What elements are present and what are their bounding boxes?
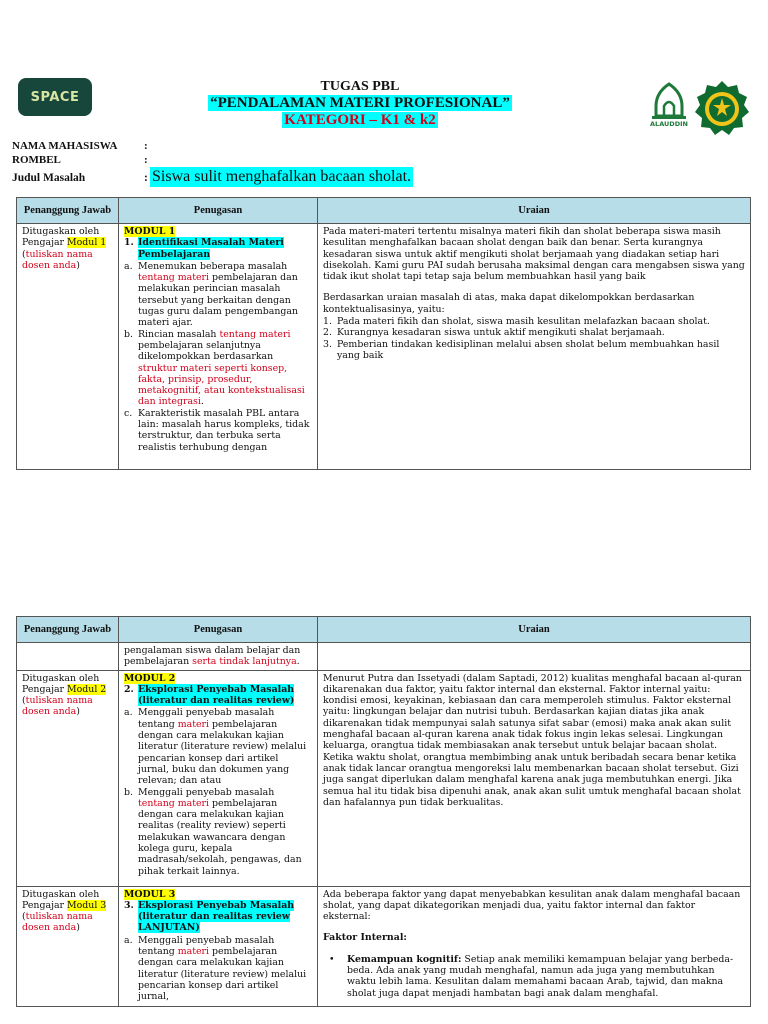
uraian-cell-modul-1	[318, 224, 751, 470]
rombel-colon: :	[144, 154, 148, 166]
nama-mahasiswa-label: NAMA MAHASISWA	[12, 140, 118, 152]
modul-3-title: Eksplorasi Penyebab Masalah (literatur dan realitas review LANJUTAN)	[138, 899, 295, 934]
modul-3-label: MODUL 3	[124, 888, 176, 900]
header-penugasan: Penugasan	[119, 198, 318, 224]
pj-cell-modul-2: Ditugaskan oleh Pengajar Modul 2 (tuliskan nama dosen anda)	[17, 670, 119, 886]
penugasan-cell-continuation: pengalaman siswa dalam belajar dan pembelajaran serta tindak lanjutnya.	[119, 643, 318, 671]
nama-mahasiswa-colon: :	[144, 140, 148, 152]
modul-2-title: Eksplorasi Penyebab Masalah (literatur dan realitas review)	[138, 683, 295, 707]
task-item-a: a. Menggali penyebab masalah tentang materi pembelajaran dengan cara melakukan kajian literatur (literature review) melalui pencarian konsep dari artikel jurnal,	[124, 934, 307, 1003]
judul-masalah-value: Siswa sulit menghafalkan bacaan sholat.	[152, 168, 412, 185]
pbl-table-page-1	[16, 197, 751, 470]
rombel-label: ROMBEL	[12, 154, 61, 166]
modul-1-title: Identifikasi Masalah Materi Pembelajaran	[138, 237, 284, 260]
modul-1-label: MODUL 1	[124, 226, 176, 237]
uraian-list-item: 1. Pada materi fikih dan sholat, siswa masih kesulitan melafazkan bacaan sholat.	[323, 316, 710, 328]
row-modul-2	[17, 670, 751, 886]
row-modul-1	[17, 224, 751, 470]
uraian-paragraph-2: Berdasarkan uraian masalah di atas, maka dapat dikelompokkan berdasarkan kontektualisasinya, yaitu:	[323, 292, 695, 315]
uraian-cell-modul-2	[318, 670, 751, 886]
header-uraian: Uraian	[318, 617, 751, 643]
uraian-list	[323, 316, 745, 361]
uraian-paragraph: Ada beberapa faktor yang dapat menyebabkan kesulitan anak dalam menghafal bacaan sholat, yang dapat dikategorikan menjadi dua, yaitu faktor internal dan faktor eksternal:	[323, 888, 741, 923]
pbl-table-page-2	[16, 616, 751, 1007]
uraian-cell-modul-3	[318, 886, 751, 1006]
task-item-b: b. Menggali penyebab masalah tentang materi pembelajaran dengan cara melakukan kajian realitas (reality review) seperti melakukan wawancara dengan kolega guru, kepala madrasah/sekolah, pengawas, dan pihak terkait lainnya.	[124, 786, 302, 877]
judul-masalah-colon: :	[144, 172, 148, 184]
title-line-3: KATEGORI – K1 & k2	[284, 112, 436, 128]
penugasan-cell-modul-1: MODUL 1 1. Identifikasi Masalah Materi Pembelajaran a. Menemukan beberapa masalah tentang materi pembelajaran dan melakukan perincian masalah tersebut yang berkaitan dengan tugas guru dalam pengembangan materi ajar. b. Rincian masalah tentang materi pembelajaran selanjutnya dikelompokkan berdasarkan struktur materi seperti konsep, fakta, prinsip, prosedur, metakognitif, atau kontekstualisasi dan integrasi. c. Karakteristik masalah PBL antara lain: masalah harus kompleks, tidak terstruktur, dan terbuka serta realistis terhubung dengan	[119, 224, 318, 470]
header-penanggung-jawab: Penanggung Jawab	[17, 617, 119, 643]
pj-note: tuliskan nama dosen anda	[22, 911, 93, 934]
modul-2-label: MODUL 2	[124, 672, 176, 684]
pj-note: tuliskan nama dosen anda	[22, 695, 93, 718]
title-line-2: “PENDALAMAN MATERI PROFESIONAL”	[210, 95, 510, 111]
pj-note: tuliskan nama dosen anda	[22, 248, 93, 271]
pj-modul-1: Modul 1	[67, 237, 107, 249]
row-continuation	[17, 643, 751, 671]
uin-alauddin-logo-text: ALAUDDIN	[650, 120, 688, 128]
header-uraian: Uraian	[318, 198, 751, 224]
penugasan-cell-modul-3: MODUL 3 3. Eksplorasi Penyebab Masalah (literatur dan realitas review LANJUTAN) a. Menggali penyebab masalah tentang materi pembelajaran dengan cara melakukan kajian literatur (literature review) melalui pencarian konsep dari artikel jurnal,	[119, 886, 318, 1006]
faktor-internal-heading: Faktor Internal:	[323, 932, 407, 944]
task-item-b: b. Rincian masalah tentang materi pembelajaran selanjutnya dikelompokkan berdasarkan struktur materi seperti konsep, fakta, prinsip, prosedur, metakognitif, atau kontekstualisasi dan integrasi.	[124, 328, 305, 408]
uraian-paragraph-1: Pada materi-materi tertentu misalnya materi fikih dan sholat beberapa siswa masih kesulitan menghafalkan bacaan sholat dengan baik dan benar. Serta kurangnya kesadaran siswa untuk aktif mengikuti sholat berjamaah yang diadakan setiap hari disekolah. Kami guru PAI sudah berusaha maksimal dengan cara mengabsen siswa yang tidak ikut sholat tapi tetap saja belum membuahkan hasil yang baik	[323, 226, 745, 283]
bullet-item: • Kemampuan kognitif: Setiap anak memiliki kemampuan belajar yang berbeda-beda. Ada anak yang mudah menghafal, namun ada juga yang membutuhkan waktu lebih lama. Kesulitan dalam memahami bacaan Arab, tajwid, dan makna sholat juga dapat menjadi hambatan bagi anak dalam menghafal.	[329, 953, 734, 999]
row-modul-3	[17, 886, 751, 1006]
penugasan-cell-modul-2: MODUL 2 2. Eksplorasi Penyebab Masalah (literatur dan realitas review) a. Menggali penyebab masalah tentang materi pembelajaran dengan cara melakukan kajian literatur (literature review) melalui pencarian konsep dari artikel jurnal, buku dan dokumen yang relevan; dan atau b. Menggali penyebab masalah tentang materi pembelajaran dengan cara melakukan kajian realitas (reality review) seperti melakukan wawancara dengan kolega guru, kepala madrasah/sekolah, pengawas, dan pihak terkait lainnya.	[119, 670, 318, 886]
header-penugasan: Penugasan	[119, 617, 318, 643]
header-penanggung-jawab: Penanggung Jawab	[17, 198, 119, 224]
document-title	[170, 78, 550, 129]
uraian-list-item: 2. Kurangnya kesadaran siswa untuk aktif mengikuti shalat berjamaah.	[323, 327, 665, 339]
pj-modul-2: Modul 2	[67, 683, 107, 695]
space-logo	[18, 78, 92, 116]
uin-alauddin-logo	[646, 80, 692, 134]
pj-cell-modul-1: Ditugaskan oleh Pengajar Modul 1 (tuliskan nama dosen anda)	[17, 224, 119, 470]
uraian-paragraph: Menurut Putra dan Issetyadi (dalam Saptadi, 2012) kualitas menghafal bacaan al-quran dikarenakan dua faktor, yaitu faktor internal dan eksternal. Faktor internal yaitu: kondisi emosi, keyakinan, kebiasaan dan cara memperoleh stimulus. Faktor eksternal yaitu: lingkungan belajar dan nutrisi tubuh. Berdasarkan kajian diatas jika anak dikarenakan tidak mempunyai salah satunya sifat sabar (emosi) maka anak akan sulit menghafal bacaan al-quran karena anak tidak fokus ingin lekas selesai. Lingkungan keluarga, orangtua tidak membiasakan anak tersebut untuk belajar bacaan sholat. Ketika waktu sholat, orangtua membimbing anak untuk beribadah secara benar ketika anak tidak lancar orangtua mengoreksi lalu membenarkan bacaan sholat tersebut. Gizi juga sangat diperlukan dalam menghafal karena anak juga membutuhkan energi. Jika semua hal itu tidak bisa dipenuhi anak, anak akan sulit umtuk menghafal bacaan sholat dan hafalannya pun tidak berkualitas.	[323, 672, 742, 808]
task-item-a: a. Menggali penyebab masalah tentang materi pembelajaran dengan cara melakukan kajian literatur (literature review) melalui pencarian konsep dari artikel jurnal, buku dan dokumen yang relevan; dan atau	[124, 707, 307, 787]
pj-modul-3: Modul 3	[67, 899, 107, 911]
judul-masalah-label: Judul Masalah	[12, 172, 86, 184]
pj-cell-modul-3: Ditugaskan oleh Pengajar Modul 3 (tuliskan nama dosen anda)	[17, 886, 119, 1006]
kemenag-logo	[694, 80, 750, 136]
title-line-1: TUGAS PBL	[320, 79, 400, 94]
task-item-a: a. Menemukan beberapa masalah tentang materi pembelajaran dan melakukan perincian masalah tersebut yang berkaitan dengan tugas guru dalam pengembangan materi ajar.	[124, 260, 299, 329]
uraian-list-item: 3. Pemberian tindakan kedisiplinan melalui absen sholat belum membuahkan hasil yang baik	[323, 338, 720, 361]
task-item-c: c. Karakteristik masalah PBL antara lain: masalah harus kompleks, tidak terstruktur, dan terbuka serta realistis terhubung dengan	[124, 407, 310, 453]
space-logo-text: SPACE	[30, 89, 80, 105]
